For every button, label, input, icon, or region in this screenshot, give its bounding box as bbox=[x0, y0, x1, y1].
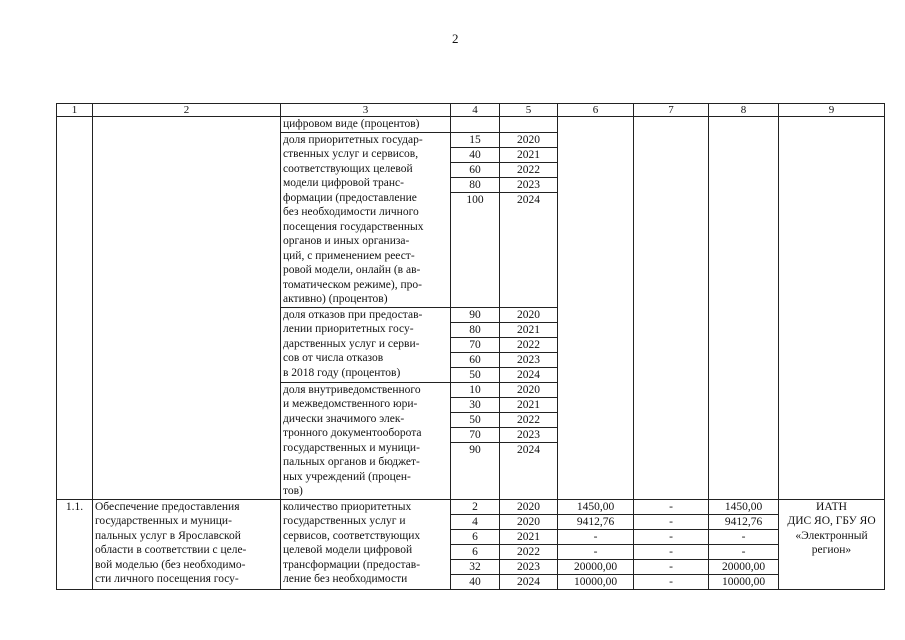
page-number: 2 bbox=[452, 31, 459, 46]
indicator-continuation: цифровом виде (процентов) bbox=[281, 117, 451, 133]
table-row bbox=[57, 117, 885, 133]
task-text: Обеспечение предоставления государственных и муници- пальных услуг в Ярославской области в соответствии с целе- вой моделью (без необходимо- сти личного посещения госу- bbox=[93, 499, 281, 589]
indicator-years: 2020 2021 2022 2023 2024 bbox=[500, 132, 558, 307]
col-header: 3 bbox=[281, 104, 451, 117]
indicator-values: 90 80 70 60 50 bbox=[451, 307, 500, 382]
finance-federal-empty bbox=[634, 117, 709, 500]
finance-regional-empty bbox=[709, 117, 779, 500]
col-header: 1 bbox=[57, 104, 93, 117]
indicator-values: 2 4 6 6 32 40 bbox=[451, 499, 500, 589]
col-header: 4 bbox=[451, 104, 500, 117]
indicator-values: 10 30 50 70 90 bbox=[451, 382, 500, 499]
indicator-years: 2020 2021 2022 2023 2024 bbox=[500, 382, 558, 499]
num-cell-empty bbox=[57, 117, 93, 500]
finance-total-empty bbox=[558, 117, 634, 500]
col-header: 8 bbox=[709, 104, 779, 117]
program-table bbox=[56, 103, 885, 590]
col-header: 7 bbox=[634, 104, 709, 117]
finance-regional: 1450,00 9412,76 - - 20000,00 10000,00 bbox=[709, 499, 779, 589]
col-header: 9 bbox=[779, 104, 885, 117]
indicator-years: 2020 2020 2021 2022 2023 2024 bbox=[500, 499, 558, 589]
indicator-text: доля приоритетных государ- ственных услуг и сервисов, соответствующих целевой модели цифровой транс- формации (предоставление без необходимости личного посещения государственных органов и иных организа- ций, с применением реест- ровой модели, онлайн (в ав- томатическом режиме), про- активно) (процентов) bbox=[281, 132, 451, 307]
indicator-text: количество приоритетных государственных услуг и сервисов, соответствующих целевой модели цифровой трансформации (предостав- ление без необходимости bbox=[281, 499, 451, 589]
indicator-text: доля внутриведомственного и межведомственного юри- дически значимого элек- тронного документооборота государственных и муници- пальных органов и бюджет- ных учреждений (процен- тов) bbox=[281, 382, 451, 499]
indicator-values: 15 40 60 80 100 bbox=[451, 132, 500, 307]
header-row bbox=[57, 104, 885, 117]
finance-total: 1450,00 9412,76 - - 20000,00 10000,00 bbox=[558, 499, 634, 589]
indicator-years: 2020 2021 2022 2023 2024 bbox=[500, 307, 558, 382]
row-number: 1.1. bbox=[57, 499, 93, 589]
indicator-text: доля отказов при предостав- лении приоритетных госу- дарственных услуг и серви- сов от числа отказов в 2018 году (процентов) bbox=[281, 307, 451, 382]
col-header: 2 bbox=[93, 104, 281, 117]
table-row bbox=[57, 499, 885, 589]
col-header: 5 bbox=[500, 104, 558, 117]
executor: ИАТН ДИС ЯО, ГБУ ЯО «Электронный регион» bbox=[779, 499, 885, 589]
finance-federal: - - - - - - bbox=[634, 499, 709, 589]
task-cell-empty bbox=[93, 117, 281, 500]
executor-empty bbox=[779, 117, 885, 500]
col-header: 6 bbox=[558, 104, 634, 117]
